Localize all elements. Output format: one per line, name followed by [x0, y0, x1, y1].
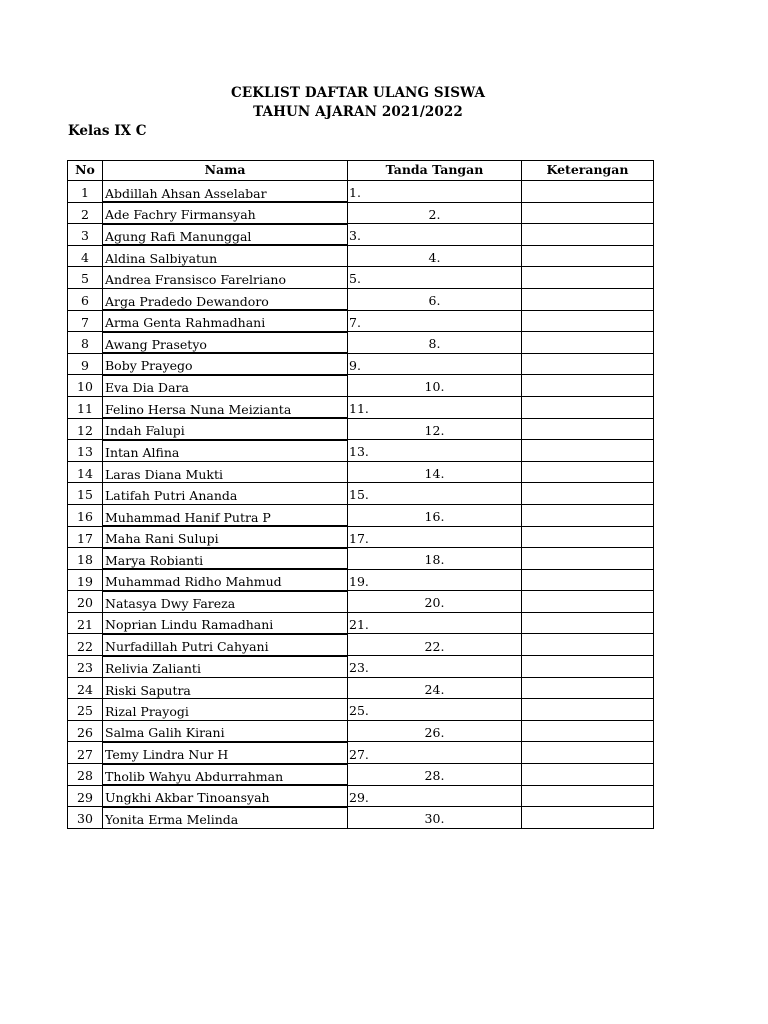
row-number: 30 — [68, 807, 103, 829]
table-row — [68, 375, 654, 397]
table-row — [68, 526, 654, 548]
header-keterangan: Keterangan — [522, 161, 654, 181]
signature-cell[interactable]: 7. — [348, 310, 522, 332]
row-number: 6 — [68, 288, 103, 310]
remarks-cell[interactable] — [522, 764, 654, 786]
remarks-cell[interactable] — [522, 569, 654, 591]
remarks-cell[interactable] — [522, 483, 654, 505]
table-row — [68, 440, 654, 462]
student-name: Intan Alfina — [103, 440, 348, 462]
remarks-cell[interactable] — [522, 202, 654, 224]
table-row — [68, 288, 654, 310]
table-row — [68, 569, 654, 591]
row-number: 12 — [68, 418, 103, 440]
remarks-cell[interactable] — [522, 245, 654, 267]
row-number: 22 — [68, 634, 103, 656]
row-number: 28 — [68, 764, 103, 786]
remarks-cell[interactable] — [522, 807, 654, 829]
row-number: 10 — [68, 375, 103, 397]
row-number: 29 — [68, 785, 103, 807]
remarks-cell[interactable] — [522, 785, 654, 807]
remarks-cell[interactable] — [522, 267, 654, 289]
remarks-cell[interactable] — [522, 224, 654, 246]
table-row — [68, 591, 654, 613]
signature-cell[interactable]: 21. — [348, 612, 522, 634]
signature-cell[interactable]: 13. — [348, 440, 522, 462]
signature-cell[interactable]: 20. — [348, 591, 522, 613]
table-row — [68, 483, 654, 505]
signature-cell[interactable]: 3. — [348, 224, 522, 246]
remarks-cell[interactable] — [522, 461, 654, 483]
signature-cell[interactable]: 16. — [348, 504, 522, 526]
table-row — [68, 461, 654, 483]
remarks-cell[interactable] — [522, 396, 654, 418]
remarks-cell[interactable] — [522, 742, 654, 764]
remarks-cell[interactable] — [522, 440, 654, 462]
student-name: Arga Pradedo Dewandoro — [103, 288, 348, 310]
row-number: 14 — [68, 461, 103, 483]
student-name: Andrea Fransisco Farelriano — [103, 267, 348, 289]
student-name: Agung Rafi Manunggal — [103, 224, 348, 246]
table-row — [68, 677, 654, 699]
signature-cell[interactable]: 30. — [348, 807, 522, 829]
student-name: Salma Galih Kirani — [103, 720, 348, 742]
remarks-cell[interactable] — [522, 375, 654, 397]
signature-cell[interactable]: 26. — [348, 720, 522, 742]
signature-cell[interactable]: 18. — [348, 548, 522, 570]
student-name: Awang Prasetyo — [103, 332, 348, 354]
table-row — [68, 418, 654, 440]
signature-cell[interactable]: 17. — [348, 526, 522, 548]
row-number: 23 — [68, 656, 103, 678]
row-number: 26 — [68, 720, 103, 742]
table-row — [68, 224, 654, 246]
student-name: Arma Genta Rahmadhani — [103, 310, 348, 332]
table-row — [68, 548, 654, 570]
student-name: Abdillah Ahsan Asselabar — [103, 181, 348, 203]
student-name: Temy Lindra Nur H — [103, 742, 348, 764]
student-name: Eva Dia Dara — [103, 375, 348, 397]
remarks-cell[interactable] — [522, 677, 654, 699]
row-number: 16 — [68, 504, 103, 526]
student-name: Ade Fachry Firmansyah — [103, 202, 348, 224]
signature-cell[interactable]: 11. — [348, 396, 522, 418]
student-name: Latifah Putri Ananda — [103, 483, 348, 505]
row-number: 7 — [68, 310, 103, 332]
table-row — [68, 396, 654, 418]
signature-cell[interactable]: 14. — [348, 461, 522, 483]
table-row — [68, 245, 654, 267]
table-row — [68, 353, 654, 375]
remarks-cell[interactable] — [522, 634, 654, 656]
student-name: Ungkhi Akbar Tinoansyah — [103, 785, 348, 807]
row-number: 5 — [68, 267, 103, 289]
remarks-cell[interactable] — [522, 353, 654, 375]
table-row — [68, 267, 654, 289]
table-header-row — [68, 161, 654, 181]
row-number: 25 — [68, 699, 103, 721]
document-subtitle: TAHUN AJARAN 2021/2022 — [253, 104, 463, 120]
row-number: 20 — [68, 591, 103, 613]
row-number: 13 — [68, 440, 103, 462]
student-name: Rizal Prayogi — [103, 699, 348, 721]
student-name: Laras Diana Mukti — [103, 461, 348, 483]
signature-cell[interactable]: 27. — [348, 742, 522, 764]
table-row — [68, 699, 654, 721]
signature-cell[interactable]: 10. — [348, 375, 522, 397]
table-row — [68, 332, 654, 354]
student-name: Marya Robianti — [103, 548, 348, 570]
row-number: 15 — [68, 483, 103, 505]
checklist-table — [67, 160, 654, 829]
student-name: Relivia Zalianti — [103, 656, 348, 678]
header-no: No — [68, 161, 103, 181]
remarks-cell[interactable] — [522, 720, 654, 742]
signature-cell[interactable]: 28. — [348, 764, 522, 786]
signature-cell[interactable]: 23. — [348, 656, 522, 678]
row-number: 11 — [68, 396, 103, 418]
remarks-cell[interactable] — [522, 418, 654, 440]
class-label: Kelas IX C — [68, 123, 147, 139]
row-number: 21 — [68, 612, 103, 634]
remarks-cell[interactable] — [522, 591, 654, 613]
remarks-cell[interactable] — [522, 332, 654, 354]
student-name: Boby Prayego — [103, 353, 348, 375]
remarks-cell[interactable] — [522, 504, 654, 526]
signature-cell[interactable]: 24. — [348, 677, 522, 699]
table-row — [68, 807, 654, 829]
signature-cell[interactable]: 4. — [348, 245, 522, 267]
row-number: 19 — [68, 569, 103, 591]
remarks-cell[interactable] — [522, 699, 654, 721]
row-number: 27 — [68, 742, 103, 764]
student-name: Maha Rani Sulupi — [103, 526, 348, 548]
remarks-cell[interactable] — [522, 526, 654, 548]
table-body — [68, 181, 654, 829]
student-name: Felino Hersa Nuna Meizianta — [103, 396, 348, 418]
student-name: Muhammad Hanif Putra P — [103, 504, 348, 526]
signature-cell[interactable]: 25. — [348, 699, 522, 721]
signature-cell[interactable]: 2. — [348, 202, 522, 224]
row-number: 3 — [68, 224, 103, 246]
signature-cell[interactable]: 29. — [348, 785, 522, 807]
signature-cell[interactable]: 12. — [348, 418, 522, 440]
signature-cell[interactable]: 5. — [348, 267, 522, 289]
remarks-cell[interactable] — [522, 612, 654, 634]
row-number: 2 — [68, 202, 103, 224]
table-row — [68, 634, 654, 656]
table-row — [68, 310, 654, 332]
student-name: Noprian Lindu Ramadhani — [103, 612, 348, 634]
table-row — [68, 504, 654, 526]
remarks-cell[interactable] — [522, 656, 654, 678]
student-name: Aldina Salbiyatun — [103, 245, 348, 267]
row-number: 18 — [68, 548, 103, 570]
table-row — [68, 656, 654, 678]
header-tanda-tangan: Tanda Tangan — [348, 161, 522, 181]
student-name: Yonita Erma Melinda — [103, 807, 348, 829]
remarks-cell[interactable] — [522, 288, 654, 310]
student-name: Indah Falupi — [103, 418, 348, 440]
table-row — [68, 764, 654, 786]
student-name: Nurfadillah Putri Cahyani — [103, 634, 348, 656]
row-number: 9 — [68, 353, 103, 375]
document-title: CEKLIST DAFTAR ULANG SISWA — [230, 85, 486, 101]
signature-cell[interactable]: 19. — [348, 569, 522, 591]
row-number: 4 — [68, 245, 103, 267]
table-row — [68, 181, 654, 203]
signature-cell[interactable]: 9. — [348, 353, 522, 375]
student-name: Riski Saputra — [103, 677, 348, 699]
signature-cell[interactable]: 8. — [348, 332, 522, 354]
student-name: Natasya Dwy Fareza — [103, 591, 348, 613]
row-number: 8 — [68, 332, 103, 354]
signature-cell[interactable]: 6. — [348, 288, 522, 310]
row-number: 17 — [68, 526, 103, 548]
remarks-cell[interactable] — [522, 548, 654, 570]
table-row — [68, 612, 654, 634]
signature-cell[interactable]: 15. — [348, 483, 522, 505]
remarks-cell[interactable] — [522, 310, 654, 332]
student-name: Muhammad Ridho Mahmud — [103, 569, 348, 591]
signature-cell[interactable]: 22. — [348, 634, 522, 656]
header-nama: Nama — [103, 161, 348, 181]
row-number: 1 — [68, 181, 103, 203]
table-row — [68, 202, 654, 224]
table-row — [68, 720, 654, 742]
student-name: Tholib Wahyu Abdurrahman — [103, 764, 348, 786]
table-row — [68, 742, 654, 764]
signature-cell[interactable]: 1. — [348, 181, 522, 203]
remarks-cell[interactable] — [522, 181, 654, 203]
row-number: 24 — [68, 677, 103, 699]
table-row — [68, 785, 654, 807]
